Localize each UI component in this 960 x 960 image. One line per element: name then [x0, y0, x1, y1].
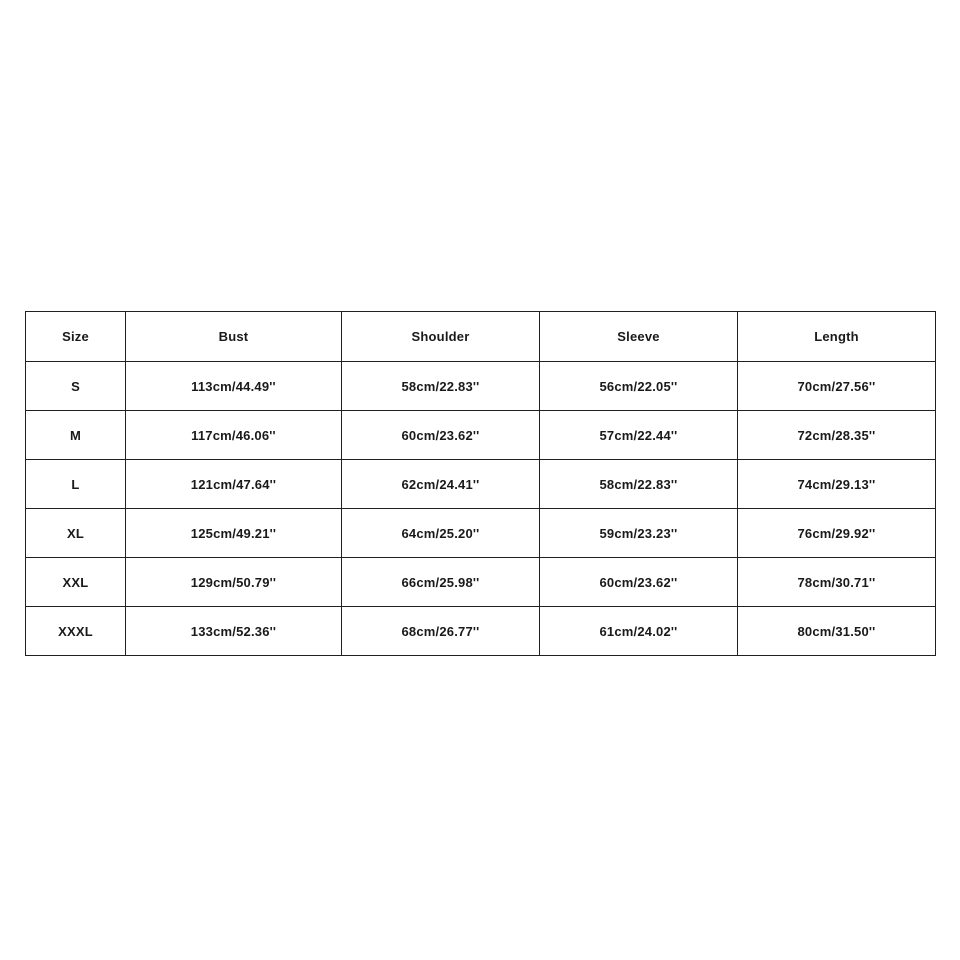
cell-length: 72cm/28.35'' [738, 411, 936, 460]
cell-shoulder: 66cm/25.98'' [342, 558, 540, 607]
table-row [26, 607, 936, 656]
table-row [26, 558, 936, 607]
cell-sleeve: 59cm/23.23'' [540, 509, 738, 558]
table-row [26, 460, 936, 509]
column-header-shoulder: Shoulder [342, 312, 540, 362]
cell-size: XL [26, 509, 126, 558]
cell-sleeve: 60cm/23.62'' [540, 558, 738, 607]
cell-bust: 125cm/49.21'' [126, 509, 342, 558]
cell-sleeve: 56cm/22.05'' [540, 362, 738, 411]
cell-sleeve: 61cm/24.02'' [540, 607, 738, 656]
size-chart-container [25, 311, 935, 656]
cell-bust: 113cm/44.49'' [126, 362, 342, 411]
column-header-bust: Bust [126, 312, 342, 362]
cell-size: XXXL [26, 607, 126, 656]
cell-size: L [26, 460, 126, 509]
cell-length: 78cm/30.71'' [738, 558, 936, 607]
table-row [26, 509, 936, 558]
cell-bust: 121cm/47.64'' [126, 460, 342, 509]
cell-length: 70cm/27.56'' [738, 362, 936, 411]
column-header-size: Size [26, 312, 126, 362]
cell-size: M [26, 411, 126, 460]
cell-length: 80cm/31.50'' [738, 607, 936, 656]
column-header-sleeve: Sleeve [540, 312, 738, 362]
table-row [26, 411, 936, 460]
size-chart-table [25, 311, 936, 656]
cell-bust: 117cm/46.06'' [126, 411, 342, 460]
cell-shoulder: 64cm/25.20'' [342, 509, 540, 558]
table-row [26, 362, 936, 411]
cell-size: S [26, 362, 126, 411]
cell-sleeve: 58cm/22.83'' [540, 460, 738, 509]
cell-size: XXL [26, 558, 126, 607]
cell-bust: 129cm/50.79'' [126, 558, 342, 607]
cell-sleeve: 57cm/22.44'' [540, 411, 738, 460]
cell-length: 74cm/29.13'' [738, 460, 936, 509]
cell-shoulder: 60cm/23.62'' [342, 411, 540, 460]
cell-shoulder: 62cm/24.41'' [342, 460, 540, 509]
table-header-row [26, 312, 936, 362]
cell-bust: 133cm/52.36'' [126, 607, 342, 656]
cell-shoulder: 68cm/26.77'' [342, 607, 540, 656]
column-header-length: Length [738, 312, 936, 362]
cell-shoulder: 58cm/22.83'' [342, 362, 540, 411]
cell-length: 76cm/29.92'' [738, 509, 936, 558]
